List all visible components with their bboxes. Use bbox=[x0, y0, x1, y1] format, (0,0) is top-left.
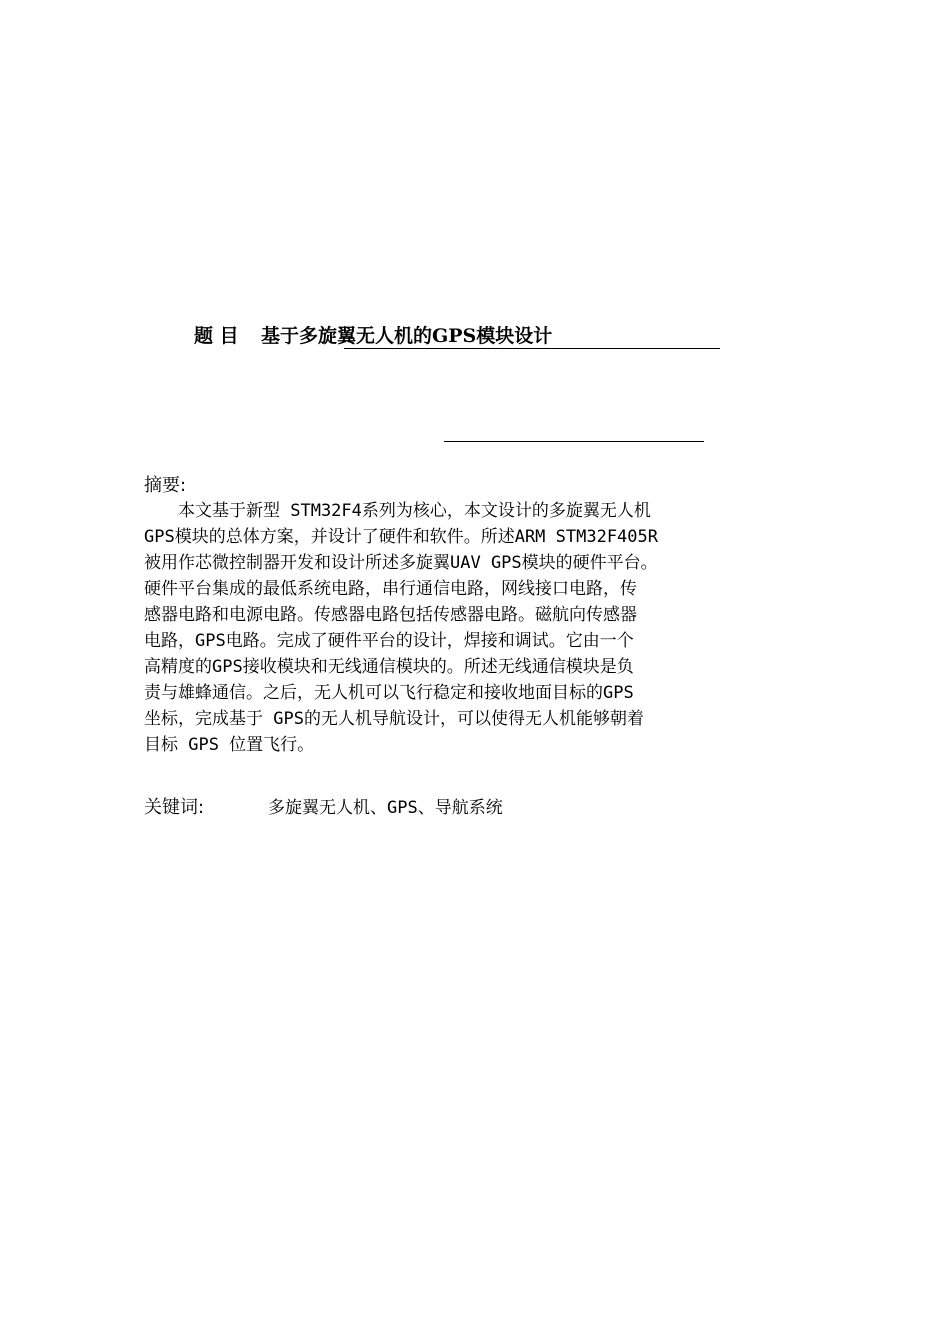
abstract-line: 高精度的GPS接收模块和无线通信模块的。所述无线通信模块是负 bbox=[144, 657, 634, 677]
title-continuation-line bbox=[444, 441, 704, 442]
abstract-line: 责与雄蜂通信。之后，无人机可以飞行稳定和接收地面目标的GPS bbox=[144, 683, 634, 703]
abstract-line: 本文基于新型 STM32F4系列为核心，本文设计的多旋翼无人机 bbox=[178, 501, 651, 521]
thesis-title: 基于多旋翼无人机的GPS模块设计 bbox=[261, 325, 553, 347]
abstract-line: 硬件平台集成的最低系统电路，串行通信电路，网线接口电路，传 bbox=[144, 579, 637, 599]
title-label: 题 目 bbox=[194, 325, 239, 347]
abstract-line: 感器电路和电源电路。传感器电路包括传感器电路。磁航向传感器 bbox=[144, 605, 637, 625]
thesis-title-row bbox=[194, 324, 720, 352]
keywords-value: 多旋翼无人机、GPS、导航系统 bbox=[268, 798, 503, 818]
abstract-line: 电路，GPS电路。完成了硬件平台的设计，焊接和调试。它由一个 bbox=[144, 631, 634, 651]
abstract-heading: 摘要: bbox=[144, 475, 187, 496]
keywords-label: 关键词: bbox=[144, 797, 205, 818]
abstract-line: GPS模块的总体方案，并设计了硬件和软件。所述ARM STM32F405R bbox=[144, 527, 658, 547]
title-underline bbox=[344, 348, 720, 349]
abstract-body bbox=[144, 498, 834, 758]
abstract-line: 被用作芯微控制器开发和设计所述多旋翼UAV GPS模块的硬件平台。 bbox=[144, 553, 658, 573]
abstract-line: 目标 GPS 位置飞行。 bbox=[144, 735, 315, 755]
abstract-line: 坐标，完成基于 GPS的无人机导航设计，可以使得无人机能够朝着 bbox=[144, 709, 644, 729]
